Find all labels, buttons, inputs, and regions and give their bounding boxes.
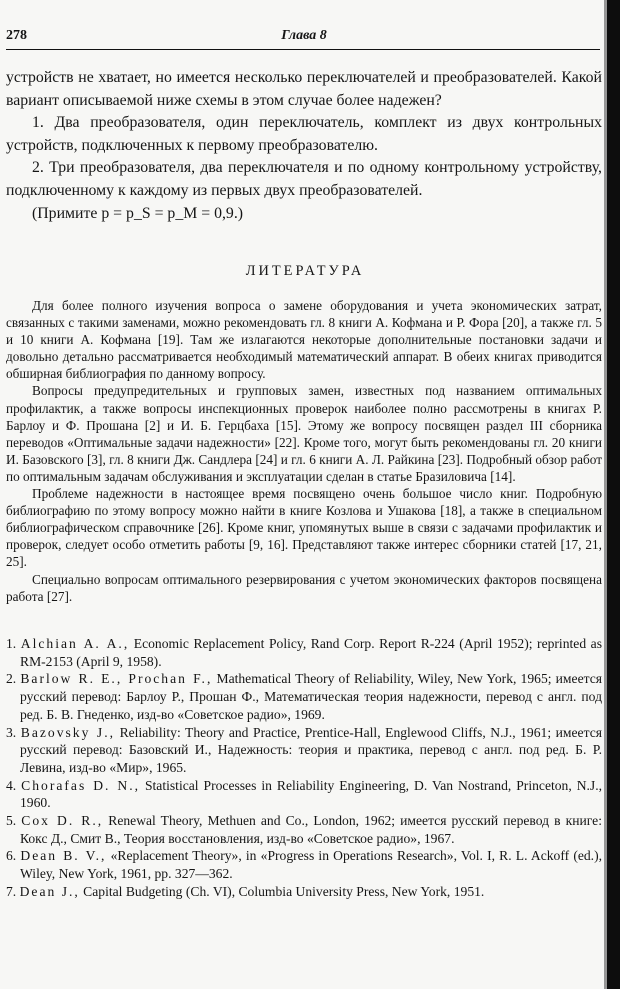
page-edge — [607, 0, 620, 989]
exercise-continuation — [6, 67, 602, 225]
literature-paragraph: Проблеме надежности в настоящее время посвящено очень большое число книг. Подробную библиографию по этому вопросу можно найти в книге Козлова и Ушакова [18], а также в специальном библиографическом справочнике [26]. Кроме книг, упомянутых выше в связи с задачами профилактик и проверок, следует особо отметить работы [9, 16]. Представляют также интерес сборники статей [17, 21, 25]. — [6, 486, 602, 570]
page-number: 278 — [6, 28, 27, 43]
reference-number: 1. — [6, 636, 17, 651]
reference-number: 7. — [6, 883, 17, 899]
reference-author: Alchian A. A., — [20, 636, 130, 651]
reference-list — [6, 635, 602, 901]
note: (Примите p = p_S = p_M = 0,9.) — [32, 204, 244, 222]
reference-author: Cox D. R., — [21, 813, 104, 829]
reference-item — [6, 883, 602, 901]
literature-text — [6, 297, 602, 605]
reference-text: «Replacement Theory», in «Progress in Operations Research», Vol. I, R. L. Ackoff (ed.), Wiley, New York, 1961, pp. 327—362. — [20, 848, 603, 882]
reference-text: Statistical Processes in Reliability Engineering, D. Van Nostrand, Princeton, N.J., 1960. — [20, 777, 603, 811]
reference-item — [6, 635, 602, 670]
literature-paragraph: Специально вопросам оптимального резервирования с учетом экономических факторов посвящена работа [27]. — [6, 571, 602, 604]
running-header — [6, 28, 602, 50]
reference-author: Dean B. V., — [20, 848, 107, 864]
reference-text: Economic Replacement Policy, Rand Corp. Report R-224 (April 1952); reprinted as RM-2153 (April 9, 1958). — [20, 636, 602, 669]
reference-number: 5. — [6, 813, 17, 829]
reference-text: Renewal Theory, Methuen and Co., London, 1962; имеется русский перевод в книге: Кокс Д., Смит В., Теория восстановления, изд-во «Советское радио», 1967. — [20, 813, 602, 846]
literature-paragraph: Вопросы предупредительных и групповых замен, известных под названием оптимальных профилактик, а также вопросы инспекционных проверок наиболее полно рассмотрены в книгах Р. Барлоу и Ф. Прошана [2] и И. Б. Герцбаха [15]. Этому же вопросу посвящен раздел III сборника переводов «Оптимальные задачи надежности» [22]. Кроме того, могут быть рекомендованы гл. 20 книги И. Базовского [3], гл. 8 книги Дж. Сандлера [24] и гл. 6 книги А. Л. Райкина [23]. Подробный обзор работ по оптимальным задачам обслуживания и эксплуатации сделан в статье Бразиловича [14]. — [6, 383, 602, 484]
reference-author: Dean J., — [19, 883, 80, 899]
reference-text: Capital Budgeting (Ch. VI), Columbia University Press, New York, 1951. — [79, 883, 485, 899]
reference-number: 3. — [6, 724, 17, 740]
chapter-title: Глава 8 — [281, 28, 327, 43]
header-rule — [6, 49, 600, 50]
reference-number: 6. — [6, 848, 17, 864]
reference-text: Mathematical Theory of Reliability, Wiley, New York, 1965; имеется русский перевод: Барлоу Р., Прошан Ф., Математическая теория надежности, перевод с англ. под ред. Б. В. Гнеденко, изд-во «Советское радио», 1969. — [20, 671, 602, 722]
reference-number: 2. — [6, 671, 17, 687]
option-1: 1. Два преобразователя, один переключатель, комплект из двух контрольных устройств, подключенных к первому преобразователю. — [6, 114, 602, 154]
reference-item — [6, 812, 602, 847]
reference-author: Chorafas D. N., — [21, 777, 140, 793]
reference-text: Reliability: Theory and Practice, Prentice-Hall, Englewood Cliffs, N.J., 1961; имеется русский перевод: Базовский И., Надежность: теория и практика, перевод с англ. под ред. Б. Р. Левина, изд-во «Мир», 1965. — [20, 724, 602, 775]
section-title: ЛИТЕРАТУРА — [245, 263, 365, 279]
reference-number: 4. — [6, 777, 17, 793]
reference-item — [6, 670, 602, 723]
reference-author: Bazovsky J., — [20, 724, 116, 740]
reference-author: Barlow R. E., Prochan F., — [20, 671, 213, 687]
reference-item — [6, 724, 602, 777]
option-2: 2. Три преобразователя, два переключателя и по одному контрольному устройству, подключенному к каждому из первых двух преобразователей. — [6, 159, 602, 199]
literature-paragraph: Для более полного изучения вопроса о замене оборудования и учета экономических затрат, связанных с такими заменами, можно рекомендовать гл. 8 книги А. Кофмана и Р. Фора [20], а также гл. 5 и 10 книги А. Кофмана [19]. Там же излагаются некоторые дополнительные постановки задачи и довольно детально рассматривается необходимый математический аппарат. В обеих книгах приводится обширная библиография по данному вопросу. — [6, 298, 602, 382]
reference-item — [6, 777, 602, 812]
paragraph: устройств не хватает, но имеется несколько переключателей и преобразователей. Какой вариант описываемой ниже схемы в этом случае более надежен? — [6, 69, 602, 109]
reference-item — [6, 847, 602, 882]
